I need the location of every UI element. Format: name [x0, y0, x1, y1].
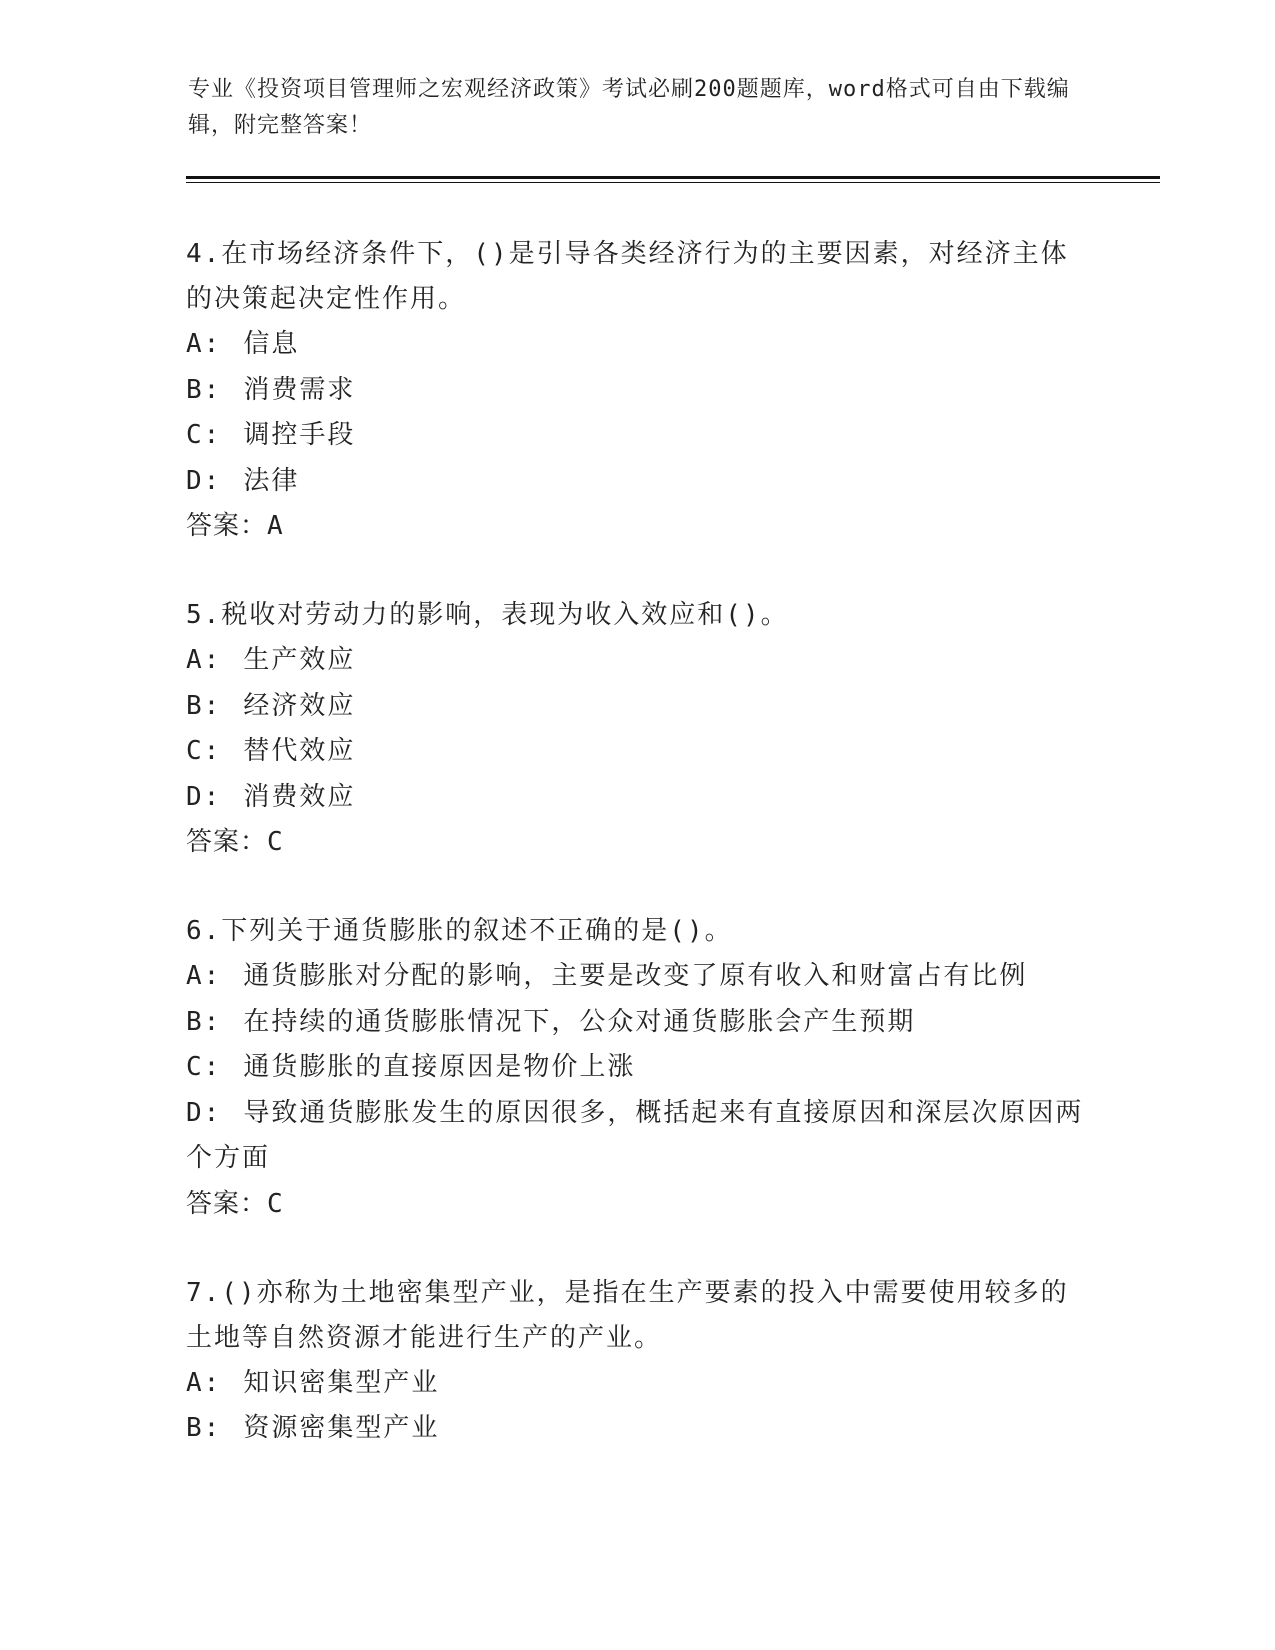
question-5	[186, 593, 1086, 865]
question-4	[186, 232, 1086, 549]
option-d	[186, 1091, 1086, 1182]
option-text: 在持续的通货膨胀情况下，公众对通货膨胀会产生预期	[243, 1006, 916, 1037]
answer-line	[186, 1182, 1086, 1227]
option-letter: A:	[186, 329, 222, 359]
question-list	[186, 232, 1086, 1496]
answer-value: C	[267, 1188, 284, 1219]
option-d	[186, 775, 1086, 821]
answer-value: A	[267, 511, 284, 541]
option-letter: B:	[186, 374, 222, 405]
question-text: 7.()亦称为土地密集型产业，是指在生产要素的投入中需要使用较多的土地等自然资源才能进行生产的产业。	[186, 1277, 1069, 1353]
option-letter: D:	[186, 465, 222, 496]
option-b	[186, 684, 1086, 730]
option-text: 通货膨胀的直接原因是物价上涨	[243, 1052, 636, 1082]
option-a	[186, 954, 1086, 1000]
document-header: 专业《投资项目管理师之宏观经济政策》考试必刷200题题库，word格式可自由下载编辑，附完整答案！	[188, 77, 1070, 138]
answer-label: 答案：	[186, 1188, 268, 1219]
option-c	[186, 1045, 1086, 1091]
answer-label: 答案：	[186, 827, 268, 857]
option-b	[186, 368, 1086, 414]
option-text: 知识密集型产业	[243, 1367, 440, 1398]
option-letter: C:	[186, 1052, 222, 1082]
question-text: 4.在市场经济条件下，()是引导各类经济行为的主要因素，对经济主体的决策起决定性作用。	[186, 239, 1069, 314]
option-c	[186, 729, 1086, 775]
option-text: 经济效应	[243, 690, 356, 721]
option-b	[186, 1000, 1086, 1046]
option-text: 调控手段	[243, 420, 356, 450]
answer-line	[186, 820, 1086, 865]
answer-label: 答案：	[186, 511, 268, 541]
option-letter: A:	[186, 961, 222, 991]
option-letter: C:	[186, 420, 222, 450]
option-letter: B:	[186, 1413, 222, 1443]
option-b	[186, 1406, 1086, 1452]
question-text: 5.税收对劳动力的影响，表现为收入效应和()。	[186, 600, 789, 630]
option-text: 信息	[243, 329, 300, 359]
option-d	[186, 459, 1086, 505]
header-rule-thick	[186, 176, 1160, 179]
header-rule-thin	[186, 182, 1160, 183]
option-a	[186, 1361, 1086, 1407]
option-text: 消费效应	[243, 781, 356, 812]
option-text: 消费需求	[243, 374, 356, 405]
option-letter: D:	[186, 781, 222, 812]
option-letter: D:	[186, 1097, 222, 1128]
option-text: 生产效应	[243, 645, 356, 675]
option-a	[186, 638, 1086, 684]
option-c	[186, 413, 1086, 459]
answer-value: C	[267, 827, 284, 857]
question-7	[186, 1271, 1086, 1452]
answer-line	[186, 504, 1086, 549]
option-text: 通货膨胀对分配的影响，主要是改变了原有收入和财富占有比例	[243, 961, 1028, 991]
option-letter: A:	[186, 1367, 222, 1398]
option-text: 法律	[243, 465, 300, 496]
question-text: 6.下列关于通货膨胀的叙述不正确的是()。	[186, 916, 733, 946]
option-a	[186, 322, 1086, 368]
question-6	[186, 909, 1086, 1227]
option-letter: A:	[186, 645, 222, 675]
option-letter: C:	[186, 736, 222, 766]
option-letter: B:	[186, 1006, 222, 1037]
option-letter: B:	[186, 690, 222, 721]
option-text: 导致通货膨胀发生的原因很多，概括起来有直接原因和深层次原因两个方面	[186, 1097, 1084, 1173]
option-text: 资源密集型产业	[243, 1413, 440, 1443]
option-text: 替代效应	[243, 736, 356, 766]
